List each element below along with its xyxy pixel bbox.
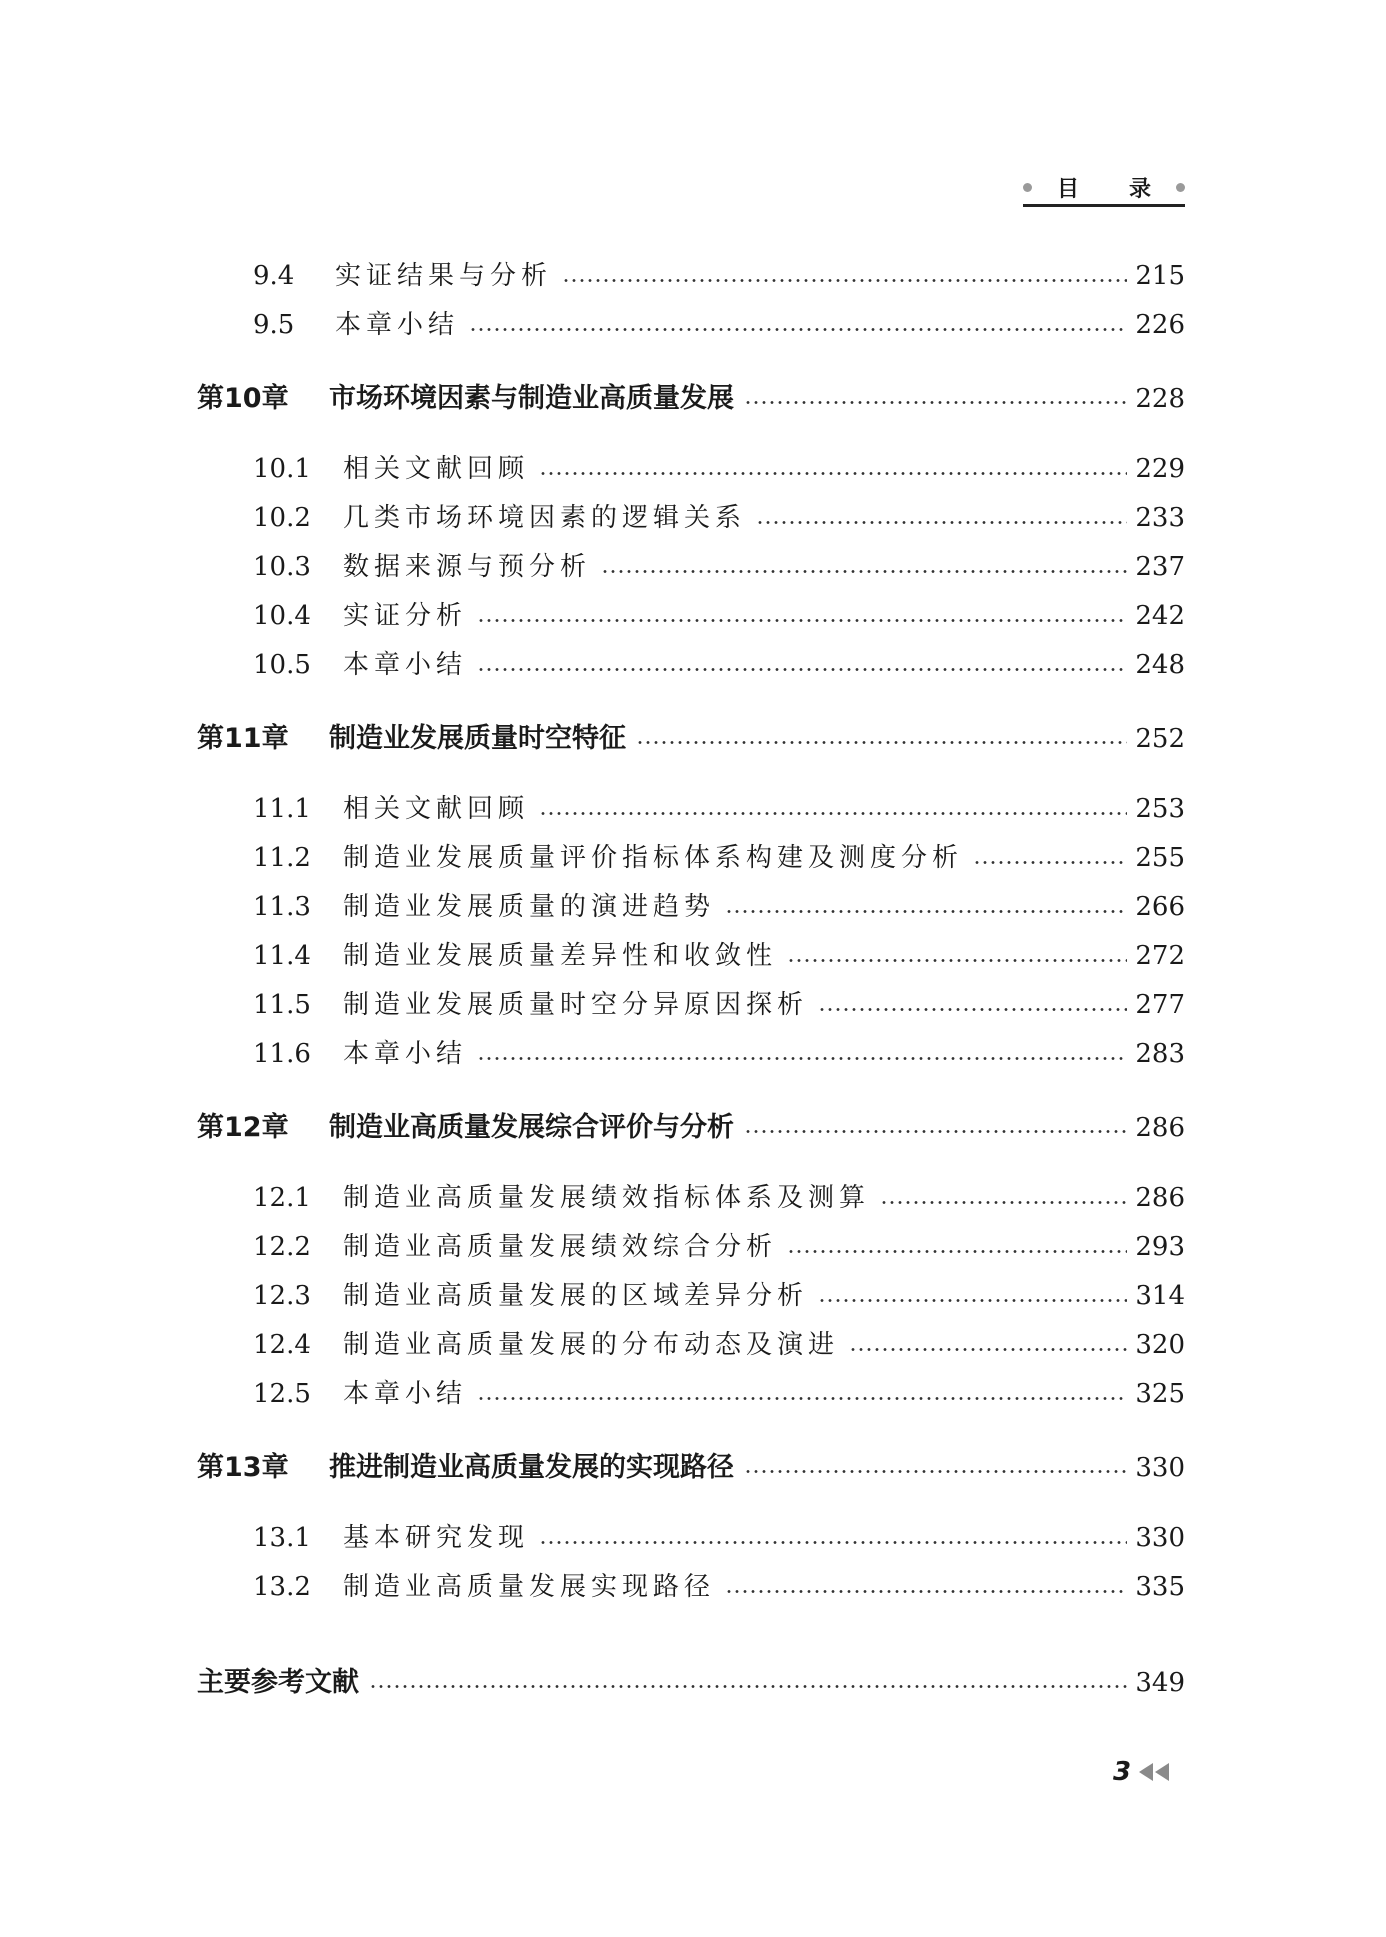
section-title: 基本研究发现 xyxy=(343,1523,530,1553)
page-number: 253 xyxy=(1135,794,1185,824)
toc-entry-10-3[interactable] xyxy=(197,543,1185,592)
section-title: 数据来源与预分析 xyxy=(343,552,592,582)
section-number: 12.3 xyxy=(253,1281,311,1311)
section-number: 9.4 xyxy=(253,261,295,291)
page-number: 242 xyxy=(1135,601,1185,631)
dot-leader xyxy=(973,861,1127,864)
references-title: 主要参考文献 xyxy=(197,1667,359,1698)
section-number: 10.2 xyxy=(253,503,311,533)
bullet-dot-icon xyxy=(1176,183,1185,192)
toc-entry-11-4[interactable] xyxy=(197,932,1185,981)
page-number: 325 xyxy=(1135,1379,1185,1409)
page-number: 349 xyxy=(1135,1668,1185,1698)
page-number: 248 xyxy=(1135,650,1185,680)
toc-chapter-11[interactable] xyxy=(197,714,1185,763)
toc-entry-11-3[interactable] xyxy=(197,883,1185,932)
toc-entry-12-5[interactable] xyxy=(197,1370,1185,1419)
section-number: 10.3 xyxy=(253,552,311,582)
toc-chapter-13[interactable] xyxy=(197,1443,1185,1492)
dot-leader xyxy=(725,1590,1127,1593)
chapter-number: 第11章 xyxy=(197,723,289,754)
toc-entry-9-4[interactable] xyxy=(197,252,1185,301)
dot-leader xyxy=(880,1201,1127,1204)
page-number: 226 xyxy=(1135,310,1185,340)
section-number: 11.2 xyxy=(253,843,311,873)
section-number: 13.1 xyxy=(253,1523,311,1553)
section-number: 12.5 xyxy=(253,1379,311,1409)
dot-leader xyxy=(539,472,1127,475)
page-number: 286 xyxy=(1135,1113,1185,1143)
dot-leader xyxy=(756,521,1127,524)
page-number: 233 xyxy=(1135,503,1185,533)
section-title: 制造业发展质量时空分异原因探析 xyxy=(343,990,809,1020)
toc-entry-11-1[interactable] xyxy=(197,785,1185,834)
page-number: 215 xyxy=(1135,261,1185,291)
toc-entry-12-1[interactable] xyxy=(197,1174,1185,1223)
section-title: 制造业高质量发展绩效指标体系及测算 xyxy=(343,1183,871,1213)
page-number: 286 xyxy=(1135,1183,1185,1213)
section-title: 几类市场环境因素的逻辑关系 xyxy=(343,503,747,533)
dot-leader xyxy=(787,959,1127,962)
chapter-number: 第12章 xyxy=(197,1112,289,1143)
running-head xyxy=(1023,170,1185,207)
chapter-title: 市场环境因素与制造业高质量发展 xyxy=(329,383,734,414)
toc-entry-11-5[interactable] xyxy=(197,981,1185,1030)
section-title: 相关文献回顾 xyxy=(343,794,530,824)
dot-leader xyxy=(744,1470,1127,1473)
section-number: 11.3 xyxy=(253,892,311,922)
section-title: 制造业高质量发展的区域差异分析 xyxy=(343,1281,809,1311)
dot-leader xyxy=(636,741,1127,744)
dot-leader xyxy=(849,1348,1127,1351)
dot-leader xyxy=(744,1130,1127,1133)
toc-chapter-10[interactable] xyxy=(197,374,1185,423)
dot-leader xyxy=(539,812,1127,815)
page-number: 255 xyxy=(1135,843,1185,873)
chapter-title: 制造业发展质量时空特征 xyxy=(329,723,626,754)
section-title: 制造业发展质量的演进趋势 xyxy=(343,892,716,922)
section-number: 9.5 xyxy=(253,310,295,340)
section-title: 制造业发展质量差异性和收敛性 xyxy=(343,941,778,971)
toc-entry-13-1[interactable] xyxy=(197,1514,1185,1563)
dot-leader xyxy=(477,1057,1127,1060)
dot-leader xyxy=(369,1685,1127,1688)
section-number: 12.4 xyxy=(253,1330,311,1360)
section-number: 10.5 xyxy=(253,650,311,680)
page-number: 330 xyxy=(1135,1523,1185,1553)
section-title: 本章小结 xyxy=(343,1039,468,1069)
section-title: 实证分析 xyxy=(343,601,468,631)
section-title: 制造业高质量发展的分布动态及演进 xyxy=(343,1330,840,1360)
toc-references[interactable] xyxy=(197,1658,1185,1707)
dot-leader xyxy=(477,668,1127,671)
page-number: 266 xyxy=(1135,892,1185,922)
dot-leader xyxy=(744,401,1127,404)
dot-leader xyxy=(601,570,1127,573)
section-number: 11.6 xyxy=(253,1039,311,1069)
section-title: 相关文献回顾 xyxy=(343,454,530,484)
page-folio xyxy=(1113,1757,1169,1787)
dot-leader xyxy=(562,279,1127,282)
page-number: 252 xyxy=(1135,724,1185,754)
page-number: 229 xyxy=(1135,454,1185,484)
dot-leader xyxy=(818,1299,1127,1302)
section-title: 制造业发展质量评价指标体系构建及测度分析 xyxy=(343,843,964,873)
toc-entry-10-4[interactable] xyxy=(197,592,1185,641)
toc-entry-12-3[interactable] xyxy=(197,1272,1185,1321)
section-number: 11.1 xyxy=(253,794,311,824)
chapter-number: 第10章 xyxy=(197,383,289,414)
page-number: 277 xyxy=(1135,990,1185,1020)
toc-entry-12-4[interactable] xyxy=(197,1321,1185,1370)
section-number: 13.2 xyxy=(253,1572,311,1602)
dot-leader xyxy=(725,910,1127,913)
page-number: 283 xyxy=(1135,1039,1185,1069)
section-title: 本章小结 xyxy=(335,310,460,340)
section-title: 实证结果与分析 xyxy=(335,261,553,291)
chapter-title: 制造业高质量发展综合评价与分析 xyxy=(329,1112,734,1143)
page-number: 272 xyxy=(1135,941,1185,971)
dot-leader xyxy=(477,1397,1127,1400)
section-title: 制造业高质量发展实现路径 xyxy=(343,1572,716,1602)
dot-leader xyxy=(469,328,1127,331)
double-left-arrow-icon xyxy=(1139,1763,1169,1781)
section-title: 本章小结 xyxy=(343,1379,468,1409)
page-number: 228 xyxy=(1135,384,1185,414)
page-number: 320 xyxy=(1135,1330,1185,1360)
section-number: 12.1 xyxy=(253,1183,311,1213)
dot-leader xyxy=(477,619,1127,622)
page-number: 330 xyxy=(1135,1453,1185,1483)
page-number: 293 xyxy=(1135,1232,1185,1262)
dot-leader xyxy=(539,1541,1127,1544)
table-of-contents xyxy=(197,252,1185,1707)
toc-entry-12-2[interactable] xyxy=(197,1223,1185,1272)
toc-entry-11-2[interactable] xyxy=(197,834,1185,883)
section-number: 10.4 xyxy=(253,601,311,631)
toc-entry-10-1[interactable] xyxy=(197,445,1185,494)
section-number: 12.2 xyxy=(253,1232,311,1262)
dot-leader xyxy=(818,1008,1127,1011)
chapter-number: 第13章 xyxy=(197,1452,289,1483)
toc-entry-9-5[interactable] xyxy=(197,301,1185,350)
bullet-dot-icon xyxy=(1023,183,1032,192)
toc-entry-10-2[interactable] xyxy=(197,494,1185,543)
toc-chapter-12[interactable] xyxy=(197,1103,1185,1152)
toc-entry-13-2[interactable] xyxy=(197,1563,1185,1612)
chapter-title: 推进制造业高质量发展的实现路径 xyxy=(329,1452,734,1483)
toc-entry-11-6[interactable] xyxy=(197,1030,1185,1079)
section-title: 制造业高质量发展绩效综合分析 xyxy=(343,1232,778,1262)
page-number: 335 xyxy=(1135,1572,1185,1602)
page-number: 237 xyxy=(1135,552,1185,582)
running-head-title: 目 录 xyxy=(1056,176,1152,202)
section-number: 10.1 xyxy=(253,454,311,484)
section-number: 11.5 xyxy=(253,990,311,1020)
page-number: 314 xyxy=(1135,1281,1185,1311)
section-title: 本章小结 xyxy=(343,650,468,680)
folio-number: 3 xyxy=(1113,1757,1132,1787)
section-number: 11.4 xyxy=(253,941,311,971)
dot-leader xyxy=(787,1250,1127,1253)
toc-entry-10-5[interactable] xyxy=(197,641,1185,690)
